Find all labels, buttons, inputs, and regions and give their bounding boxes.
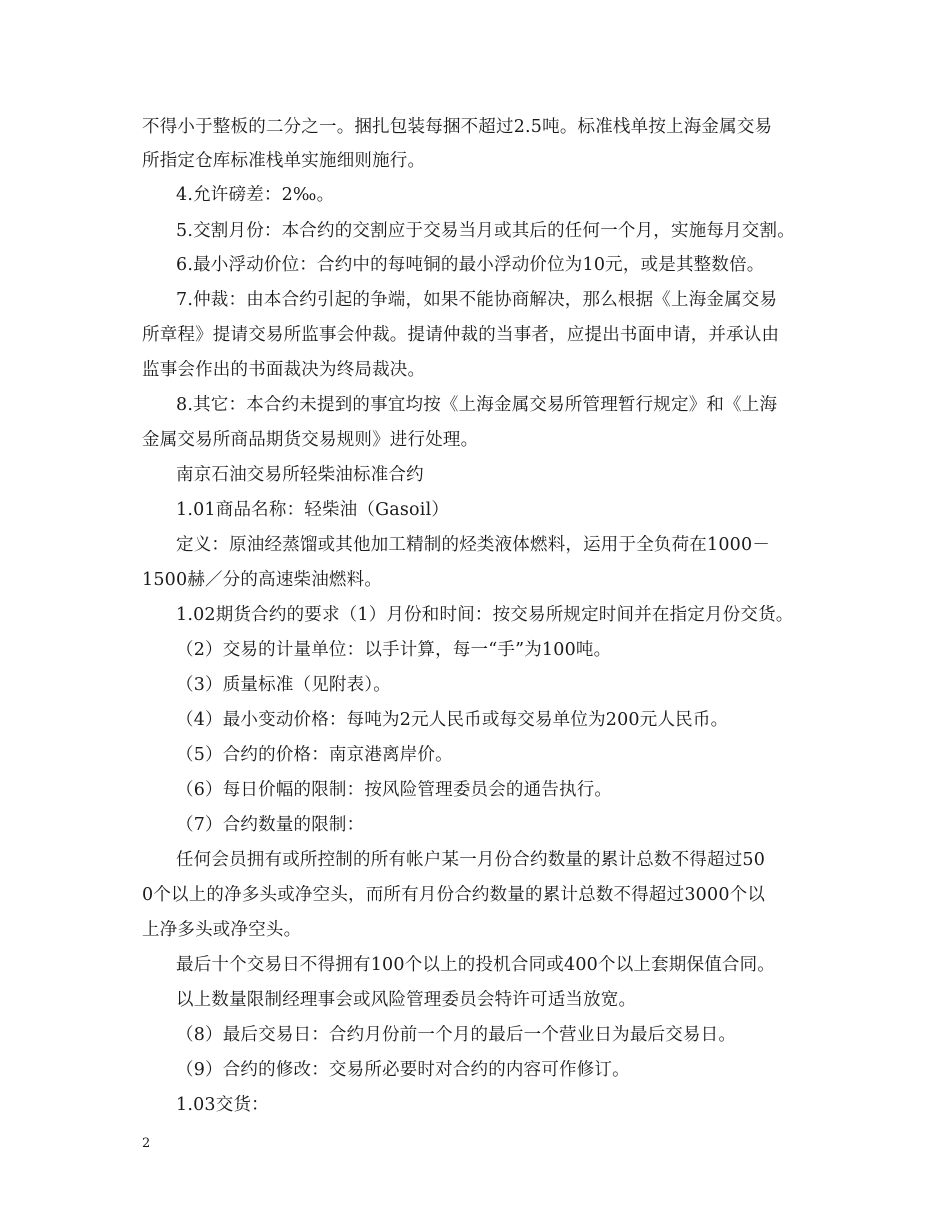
text-line: （7）合约数量的限制： xyxy=(176,815,365,835)
text-line: 1.03交货： xyxy=(176,1095,269,1115)
text-line: 7.仲裁：由本合约引起的争端，如果不能协商解决，那么根据《上海金属交易 xyxy=(176,290,778,310)
text-line: 最后十个交易日不得拥有100个以上的投机合同或400个以上套期保值合同。 xyxy=(176,955,776,975)
text-line: 以上数量限制经理事会或风险管理委员会特许可适当放宽。 xyxy=(176,990,637,1010)
text-line: （9）合约的修改：交易所必要时对合约的内容可作修订。 xyxy=(176,1060,630,1080)
text-line: （5）合约的价格：南京港离岸价。 xyxy=(176,745,453,765)
text-line: （4）最小变动价格：每吨为2元人民币或每交易单位为200元人民币。 xyxy=(176,710,729,730)
text-line: 4.允许磅差：2‰。 xyxy=(176,185,335,205)
text-line: （3）质量标准（见附表）。 xyxy=(176,675,391,695)
text-line: 所章程》提请交易所监事会仲裁。提请仲裁的当事者，应提出书面申请，并承认由 xyxy=(142,325,780,345)
text-line: 所指定仓库标准栈单实施细则施行。 xyxy=(142,151,426,171)
text-line: （6）每日价幅的限制：按风险管理委员会的通告执行。 xyxy=(176,780,613,800)
text-line: 不得小于整板的二分之一。捆扎包装每捆不超过2.5吨。标准栈单按上海金属交易 xyxy=(142,117,773,137)
text-line: 任何会员拥有或所控制的所有帐户某一月份合约数量的累计总数不得超过50 xyxy=(176,850,766,870)
section-heading: 南京石油交易所轻柴油标准合约 xyxy=(176,465,424,485)
text-line: 0个以上的净多头或净空头，而所有月份合约数量的累计总数不得超过3000个以 xyxy=(142,885,766,905)
page-number: 2 xyxy=(142,1136,151,1151)
text-line: 金属交易所商品期货交易规则》进行处理。 xyxy=(142,430,479,450)
text-line: 上净多头或净空头。 xyxy=(142,920,302,940)
text-line: 1500赫／分的高速柴油燃料。 xyxy=(142,570,383,590)
text-line: 5.交割月份：本合约的交割应于交易当月或其后的任何一个月，实施每月交割。 xyxy=(176,221,795,241)
text-line: （8）最后交易日：合约月份前一个月的最后一个营业日为最后交易日。 xyxy=(176,1025,737,1045)
text-line: （2）交易的计量单位：以手计算，每一“手”为100吨。 xyxy=(176,640,612,660)
text-line: 6.最小浮动价位：合约中的每吨铜的最小浮动价位为10元，或是其整数倍。 xyxy=(176,255,765,275)
text-line: 1.02期货合约的要求（1）月份和时间：按交易所规定时间并在指定月份交货。 xyxy=(176,605,794,625)
text-line: 监事会作出的书面裁决为终局裁决。 xyxy=(142,360,426,380)
text-line: 8.其它：本合约未提到的事宜均按《上海金属交易所管理暂行规定》和《上海 xyxy=(176,395,778,415)
text-line: 定义：原油经蒸馏或其他加工精制的烃类液体燃料，运用于全负荷在1000－ xyxy=(176,535,771,555)
text-line: 1.01商品名称：轻柴油（Gasoil） xyxy=(176,500,450,520)
